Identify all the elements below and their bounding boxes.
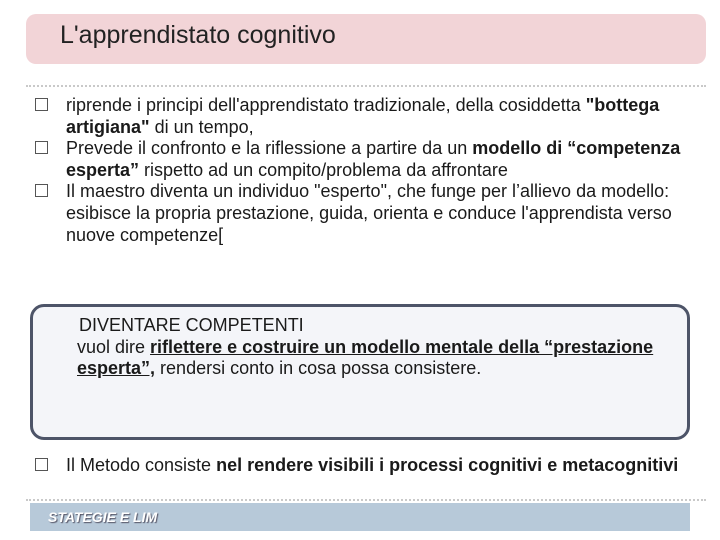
bullet-text: rispetto ad un compito/problema da affrontare — [139, 159, 508, 180]
callout-title: DIVENTARE COMPETENTI — [79, 315, 304, 335]
bullet-list — [30, 95, 690, 246]
callout-text — [77, 337, 677, 380]
bullet-text: Il Metodo consiste — [66, 455, 217, 475]
bullet-text: Il maestro diventa un individuo "esperto", che funge per l’allievo da modello: esibisce la propria prestazione, guida, orienta e conduce l'apprendista verso nuove competenze — [66, 181, 672, 245]
bullet-text-bold: "bottega artigiana" — [66, 95, 660, 137]
title-bar — [26, 14, 706, 64]
bullet-item — [30, 95, 690, 138]
divider-bottom — [26, 499, 706, 501]
callout-rest: rendersi conto in cosa possa consistere. — [155, 358, 482, 379]
footer-label: STATEGIE E LIM — [48, 509, 158, 525]
callout-content — [67, 315, 677, 380]
checkbox-bullet-icon — [35, 458, 48, 471]
bullet-item — [30, 138, 690, 181]
checkbox-bullet-icon — [35, 98, 48, 111]
bullet-text: riprende i principi dell'apprendistato tradizionale, della cosiddetta — [66, 95, 586, 115]
bullet-item — [30, 181, 690, 246]
callout-box — [30, 304, 690, 440]
bullet-list-bottom — [30, 455, 690, 477]
bullet-item — [30, 455, 690, 477]
callout-lead: vuol dire — [77, 336, 151, 357]
footnote-mark: [ — [218, 224, 224, 245]
checkbox-bullet-icon — [35, 184, 48, 197]
footer-bar — [30, 503, 690, 531]
divider-top — [26, 85, 706, 87]
bullet-text-bold: modello di “competenza esperta” — [66, 138, 681, 180]
bullet-text: di un tempo, — [149, 116, 254, 137]
slide-title: L'apprendistato cognitivo — [60, 21, 336, 49]
bullet-text: Prevede il confronto e la riflessione a partire da un — [66, 138, 473, 159]
callout-emphasis: riflettere e costruire un modello mentale della “prestazione esperta”, — [77, 336, 654, 379]
checkbox-bullet-icon — [35, 141, 48, 154]
bullet-text-bold: nel rendere visibili i processi cognitivi e metacognitivi — [216, 455, 679, 475]
